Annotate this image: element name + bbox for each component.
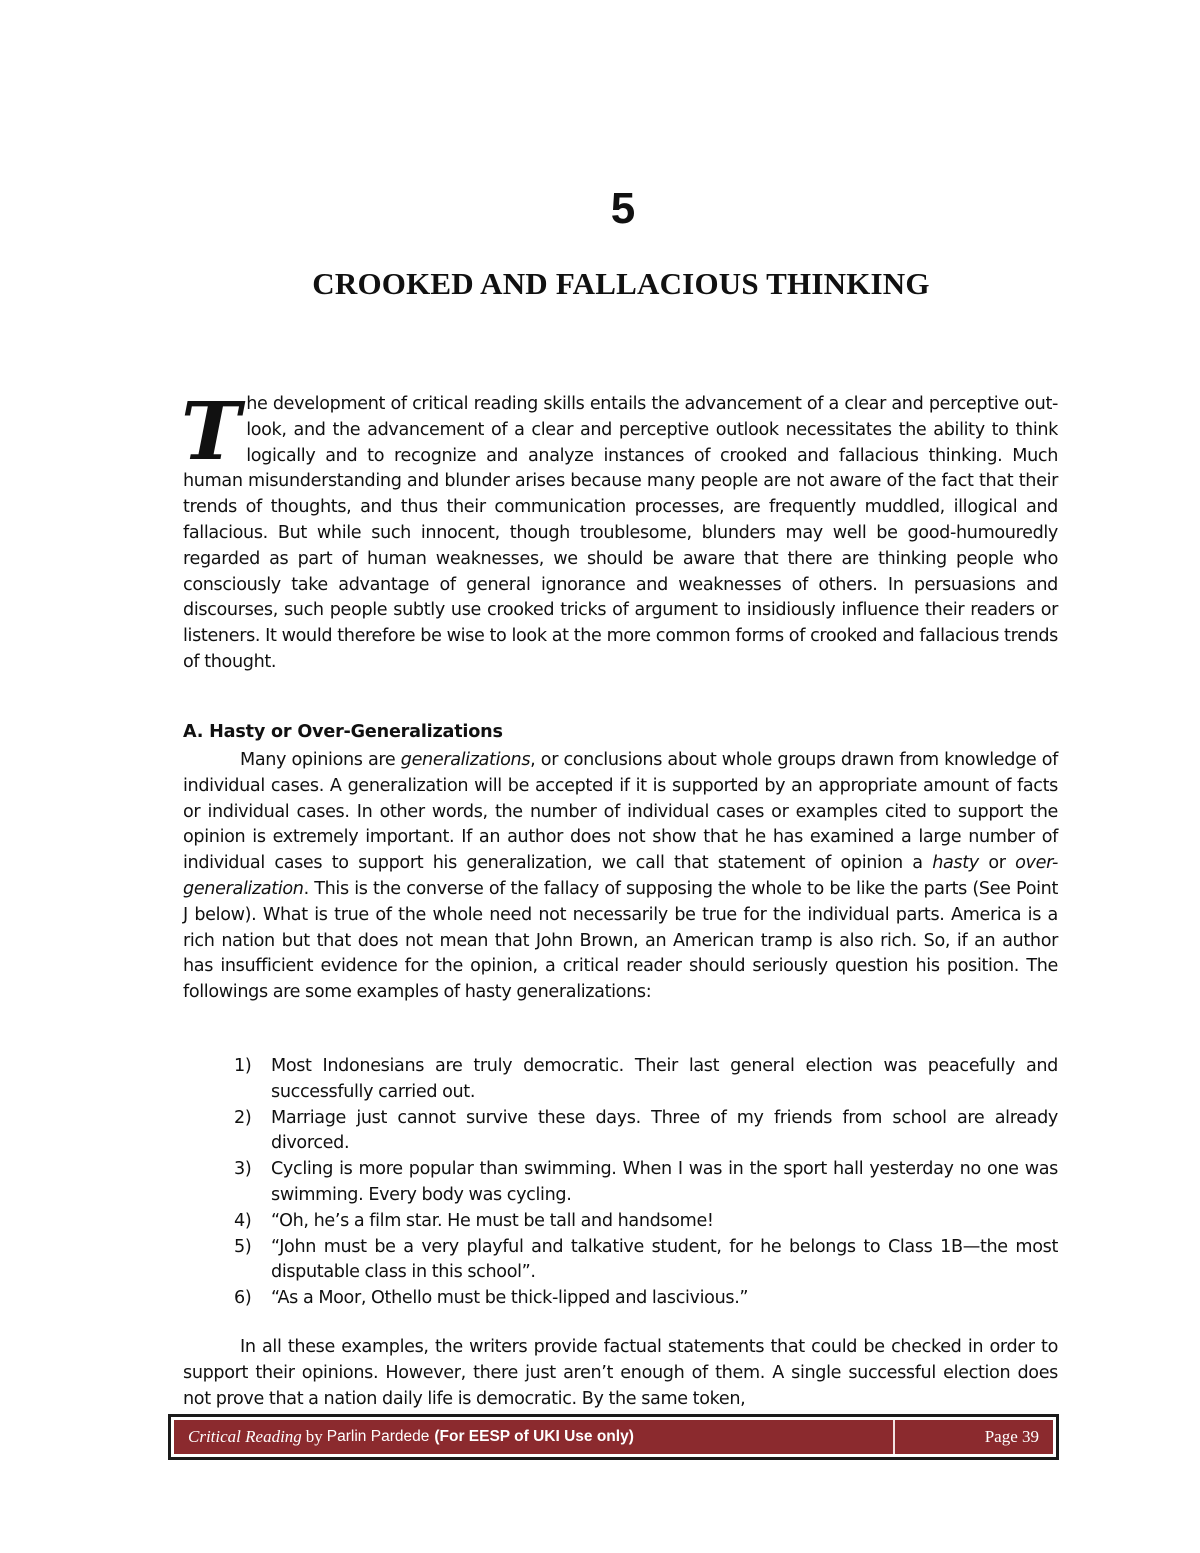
list-number: 2): [234, 1107, 252, 1128]
list-text: Cycling is more popular than swimming. When I was in the sport hall yesterday no one was swimming. Every body was cycling.: [271, 1159, 1058, 1205]
emphasis-term: generalizations: [400, 750, 531, 770]
list-number: 3): [234, 1159, 252, 1180]
emphasis-term: hasty: [932, 853, 979, 874]
list-item: [234, 1209, 1058, 1235]
para-text: or: [978, 853, 1016, 874]
list-text: Marriage just cannot survive these days. Three of my friends from school are already divorced.: [271, 1107, 1058, 1154]
footer-usage-note: (For EESP of UKI Use only): [434, 1428, 634, 1445]
list-number: 1): [234, 1056, 252, 1076]
list-item: [234, 1106, 1058, 1158]
list-text: Most Indonesians are truly democratic. Their last general election was peacefully and successfully carried out.: [271, 1056, 1058, 1102]
emphasis-term: over-generalization: [183, 853, 1058, 899]
list-item: [234, 1286, 1058, 1312]
list-text: “John must be a very playful and talkative student, for he belongs to Class 1B—the most disputable class in this school”.: [271, 1236, 1058, 1283]
list-text: “As a Moor, Othello must be thick-lipped and lascivious.”: [271, 1288, 749, 1309]
section-a-paragraph: [183, 748, 1058, 1006]
list-item: [234, 1157, 1058, 1209]
page-footer: [168, 1414, 1059, 1460]
footer-by: by: [305, 1427, 323, 1446]
para-text: . This is the converse of the fallacy of supposing the whole to be like the parts (See Point J below). What is true of the whole need not necessarily be true for the individual parts. America is a rich nation but that does not mean that John Brown, an American tramp is also rich. So, if an author has insufficient evidence for the opinion, a critical reader should seriously question his position. The followings are some examples of hasty generalizations:: [183, 878, 1058, 1003]
footer-page-number: Page 39: [984, 1427, 1039, 1446]
intro-paragraph: [181, 384, 1058, 676]
dropcap-letter: T: [181, 384, 241, 478]
examples-list: [234, 1054, 1058, 1312]
footer-bar: [174, 1420, 1053, 1454]
footer-book-title: Critical Reading: [188, 1427, 302, 1446]
list-text: “Oh, he’s a film star. He must be tall and handsome!: [271, 1210, 714, 1231]
chapter-title: CROOKED AND FALLACIOUS THINKING: [312, 266, 930, 301]
intro-text: he development of critical reading skills entails the advancement of a clear and perceptive out-look, and the advancement of a clear and perceptive outlook necessitates the ability to think logically and to recognize and analyze instances of crooked and fallacious thinking. Much human misunderstanding and blunder arises because many people are not aware of the fact that their trends of thoughts, and thus their communication processes, are frequently muddled, illogical and fallacious. But while such innocent, though troublesome, blunders may well be good-humouredly regarded as part of human weaknesses, we should be aware that there are thinking people who consciously take advantage of general ignorance and weaknesses of others. In persuasions and discourses, such people subtly use crooked tricks of argument to insidiously influence their readers or listeners. It would therefore be wise to look at the more common forms of crooked and fallacious trends of thought.: [183, 394, 1058, 672]
closing-paragraph: In all these examples, the writers provide factual statements that could be checked in order to support their opinions. However, there just aren’t enough of them. A single successful election does not prove that a nation daily life is democratic. By the same token,: [183, 1337, 1058, 1409]
para-text: Many opinions are: [240, 750, 401, 770]
footer-credit: [174, 1420, 895, 1454]
section-heading: A. Hasty or Over-Generalizations: [183, 722, 503, 742]
list-number: 4): [234, 1210, 252, 1231]
list-item: [234, 1054, 1058, 1106]
list-number: 5): [234, 1236, 252, 1257]
footer-author: Parlin Pardede: [326, 1428, 430, 1445]
list-item: [234, 1235, 1058, 1287]
list-number: 6): [234, 1288, 252, 1309]
chapter-number: 5: [610, 184, 636, 233]
para-text: , or conclusions about whole groups drawn from knowledge of individual cases. A generalization will be accepted if it is supported by an appropriate amount of facts or individual cases. In other words, the number of individual cases or examples cited to support the opinion is extremely important. If an author does not show that he has examined a large number of individual cases to support his generalization, we call that statement of opinion a: [183, 750, 1058, 874]
